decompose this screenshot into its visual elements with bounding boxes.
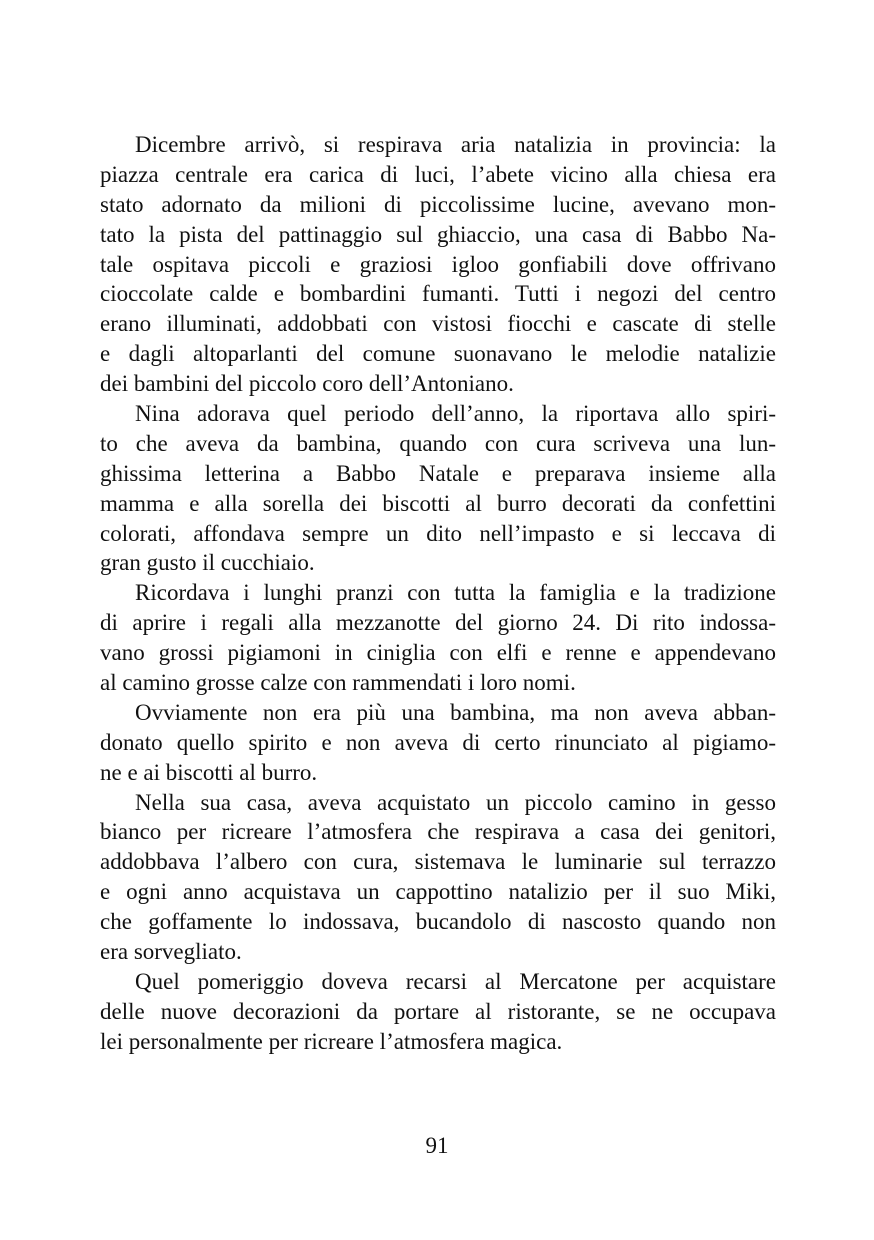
text-line: delle nuove decorazioni da portare al ristorante, se ne occupava — [100, 998, 776, 1024]
text-line: al camino grosse calze con rammendati i loro nomi. — [100, 670, 576, 696]
body-text — [100, 130, 776, 1057]
text-line: ghissima letterina a Babbo Natale e preparava insieme alla — [100, 460, 776, 486]
text-line: Ovviamente non era più una bambina, ma non aveva abban- — [135, 699, 776, 725]
text-line: tale ospitava piccoli e graziosi igloo gonfiabili dove offrivano — [100, 251, 776, 277]
text-line: mamma e alla sorella dei biscotti al burro decorati da confettini — [100, 490, 776, 516]
text-line: addobbava l’albero con cura, sistemava le luminarie sul terrazzo — [100, 849, 776, 875]
text-line: erano illuminati, addobbati con vistosi fiocchi e cascate di stelle — [100, 311, 776, 337]
text-line: e ogni anno acquistava un cappottino natalizio per il suo Miki, — [100, 879, 776, 905]
paragraph — [100, 967, 776, 1057]
text-line: e dagli altoparlanti del comune suonavano le melodie natalizie — [100, 341, 776, 367]
text-line: Dicembre arrivò, si respirava aria natalizia in provincia: la — [135, 132, 776, 157]
text-line: dei bambini del piccolo coro dell’Antoniano. — [100, 371, 514, 397]
text-line: era sorvegliato. — [100, 939, 242, 965]
text-line: piazza centrale era carica di luci, l’abete vicino alla chiesa era — [100, 161, 776, 187]
text-line: Ricordava i lunghi pranzi con tutta la famiglia e la tradizione — [135, 580, 776, 606]
text-line: gran gusto il cucchiaio. — [100, 550, 315, 576]
text-line: lei personalmente per ricreare l’atmosfera magica. — [100, 1028, 563, 1054]
text-line: Nella sua casa, aveva acquistato un piccolo camino in gesso — [135, 789, 776, 815]
text-line: stato adornato da milioni di piccolissime lucine, avevano mon- — [100, 191, 776, 217]
text-line: ne e ai biscotti al burro. — [100, 759, 318, 785]
text-line: tato la pista del pattinaggio sul ghiaccio, una casa di Babbo Na- — [100, 221, 776, 247]
text-line: vano grossi pigiamoni in ciniglia con elfi e renne e appendevano — [100, 640, 776, 666]
text-line: cioccolate calde e bombardini fumanti. Tutti i negozi del centro — [100, 281, 776, 307]
text-line: to che aveva da bambina, quando con cura scriveva una lun- — [100, 430, 776, 456]
paragraph — [100, 698, 776, 788]
page-number: 91 — [425, 1133, 449, 1158]
text-line: Nina adorava quel periodo dell’anno, la riportava allo spiri- — [135, 401, 776, 427]
paragraph — [100, 130, 776, 399]
text-line: bianco per ricreare l’atmosfera che respirava a casa dei genitori, — [100, 819, 776, 845]
paragraph — [100, 399, 776, 578]
text-line: Quel pomeriggio doveva recarsi al Mercatone per acquistare — [135, 968, 776, 994]
text-line: di aprire i regali alla mezzanotte del giorno 24. Di rito indossa- — [100, 610, 776, 636]
text-line: che goffamente lo indossava, bucandolo di nascosto quando non — [100, 909, 776, 935]
paragraph — [100, 578, 776, 698]
text-line: colorati, affondava sempre un dito nell’impasto e si leccava di — [100, 520, 776, 546]
text-line: donato quello spirito e non aveva di certo rinunciato al pigiamo- — [100, 729, 776, 755]
paragraph — [100, 788, 776, 967]
